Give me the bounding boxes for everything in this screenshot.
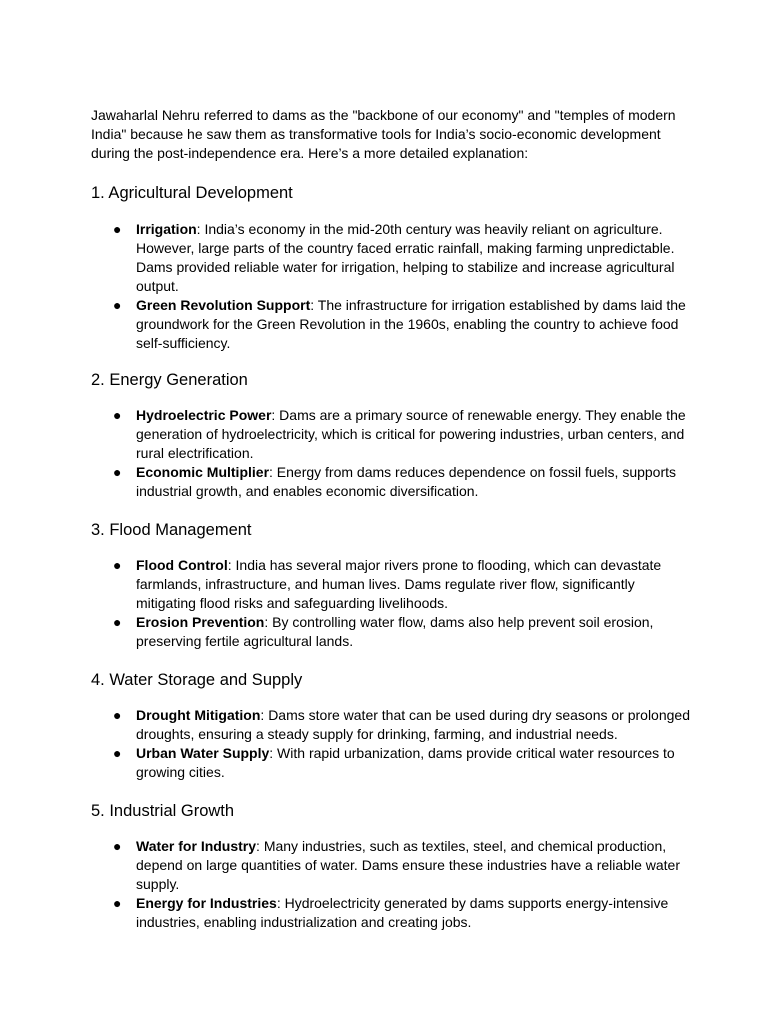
bullet-icon: ● xyxy=(113,895,122,911)
bullet-term: Drought Mitigation xyxy=(136,707,261,723)
list-item xyxy=(91,463,691,501)
bullet-icon: ● xyxy=(113,614,122,630)
bullet-icon: ● xyxy=(113,297,122,313)
bullet-icon: ● xyxy=(113,464,122,480)
bullet-icon: ● xyxy=(113,838,122,854)
section-heading-industrial-growth: 5. Industrial Growth xyxy=(91,802,235,820)
bullet-term: Flood Control xyxy=(136,557,228,573)
bullet-list-agricultural-development xyxy=(91,220,691,353)
list-item xyxy=(91,706,691,744)
intro-paragraph: Jawaharlal Nehru referred to dams as the "backbone of our economy" and "temples of modern India" because he saw them as transformative tools for India’s socio-economic development during the post-independence era. Here’s a more detailed explanation: xyxy=(91,107,676,161)
list-item xyxy=(91,613,691,651)
bullet-text: : With rapid urbanization, dams provide critical water resources to growing cities. xyxy=(136,745,675,780)
list-item xyxy=(91,744,691,782)
bullet-term: Economic Multiplier xyxy=(136,464,270,480)
bullet-text: : Energy from dams reduces dependence on fossil fuels, supports industrial growth, and enables economic diversification. xyxy=(136,464,677,499)
bullet-text: : Dams are a primary source of renewable energy. They enable the generation of hydroelectricity, which is critical for powering industries, urban centers, and rural electrification. xyxy=(136,407,686,461)
bullet-list-flood-management xyxy=(91,556,691,651)
bullet-list-energy-generation xyxy=(91,406,691,501)
bullet-icon: ● xyxy=(113,407,122,423)
bullet-text: : The infrastructure for irrigation established by dams laid the groundwork for the Green Revolution in the 1960s, enabling the country to achieve food self-sufficiency. xyxy=(136,297,686,351)
bullet-list-water-storage-and-supply xyxy=(91,706,691,782)
list-item xyxy=(91,556,691,613)
section-heading-flood-management: 3. Flood Management xyxy=(91,521,252,539)
list-item xyxy=(91,894,691,932)
bullet-text: : Hydroelectricity generated by dams supports energy-intensive industries, enabling industrialization and creating jobs. xyxy=(136,895,669,930)
section-heading-energy-generation: 2. Energy Generation xyxy=(91,371,248,389)
bullet-text: : Dams store water that can be used during dry seasons or prolonged droughts, ensuring a steady supply for drinking, farming, and industrial needs. xyxy=(136,707,690,742)
bullet-icon: ● xyxy=(113,745,122,761)
document-page xyxy=(91,106,691,930)
bullet-icon: ● xyxy=(113,707,122,723)
list-item xyxy=(91,837,691,894)
list-item xyxy=(91,296,691,353)
bullet-term: Energy for Industries xyxy=(136,895,277,911)
list-item xyxy=(91,220,691,296)
bullet-term: Hydroelectric Power xyxy=(136,407,272,423)
bullet-term: Urban Water Supply xyxy=(136,745,270,761)
bullet-text: : By controlling water flow, dams also help prevent soil erosion, preserving fertile agricultural lands. xyxy=(136,614,654,649)
bullet-list-industrial-growth xyxy=(91,837,691,932)
bullet-icon: ● xyxy=(113,557,122,573)
bullet-text: : India has several major rivers prone to flooding, which can devastate farmlands, infrastructure, and human lives. Dams regulate river flow, significantly mitigating flood risks and safeguarding livelihoods. xyxy=(136,557,662,611)
list-item xyxy=(91,406,691,463)
bullet-text: : Many industries, such as textiles, steel, and chemical production, depend on large quantities of water. Dams ensure these industries have a reliable water supply. xyxy=(136,838,680,892)
section-heading-water-storage-and-supply: 4. Water Storage and Supply xyxy=(91,671,303,689)
bullet-term: Water for Industry xyxy=(136,838,257,854)
bullet-term: Erosion Prevention xyxy=(136,614,265,630)
bullet-icon: ● xyxy=(113,221,122,237)
bullet-text: : India’s economy in the mid-20th century was heavily reliant on agriculture. However, large parts of the country faced erratic rainfall, making farming unpredictable. Dams provided reliable water for irrigation, helping to stabilize and increase agricultural output. xyxy=(136,221,675,294)
bullet-term: Irrigation xyxy=(136,221,197,237)
bullet-term: Green Revolution Support xyxy=(136,297,311,313)
section-heading-agricultural-development: 1. Agricultural Development xyxy=(91,184,293,202)
